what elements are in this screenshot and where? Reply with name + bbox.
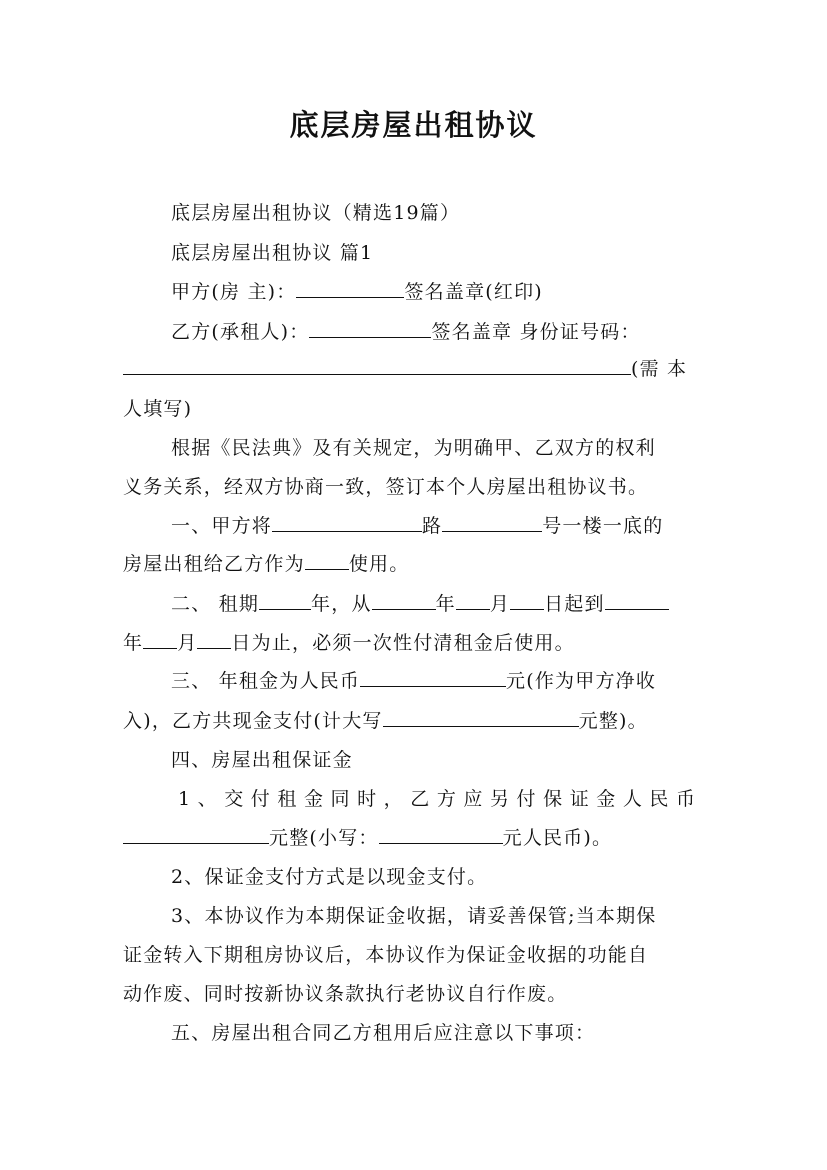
document-title: 底层房屋出租协议 <box>289 108 538 142</box>
blank-field[interactable] <box>605 608 669 610</box>
text: 二、 租期 <box>171 593 260 615</box>
text: 月 <box>177 632 198 654</box>
clause-1-line <box>171 511 663 538</box>
text: 年 <box>123 632 144 654</box>
text: (需 本 <box>631 358 688 380</box>
text: 使用。 <box>348 553 410 575</box>
text: 年 <box>435 593 456 615</box>
blank-field[interactable] <box>272 530 422 532</box>
text: 证金转入下期租房协议后，本协议作为保证金收据的功能自 <box>123 944 649 966</box>
blank-field[interactable] <box>197 647 231 649</box>
text: 3、本协议作为本期保证金收据，请妥善保管;当本期保 <box>171 905 657 927</box>
blank-field[interactable] <box>442 530 542 532</box>
text: 元(作为甲方净收 <box>506 670 657 692</box>
blank-field[interactable] <box>379 842 503 844</box>
clause-2-line <box>171 589 669 616</box>
text-line <box>123 394 192 421</box>
text: 人填写) <box>123 398 193 420</box>
text: 签名盖章 身份证号码： <box>431 321 641 343</box>
paragraph-line <box>123 472 648 499</box>
blank-field[interactable] <box>123 373 631 375</box>
blank-field[interactable] <box>510 608 544 610</box>
clause-2-line <box>123 628 575 655</box>
text: 房屋出租给乙方作为 <box>123 553 305 575</box>
text: 1、交付租金同时，乙方应另付保证金人民币 <box>178 788 700 810</box>
clause-1-line <box>123 549 409 576</box>
text: 义务关系，经双方协商一致，签订本个人房屋出租协议书。 <box>123 476 649 498</box>
clause-4-heading <box>171 745 353 772</box>
text: 一、甲方将 <box>171 515 273 537</box>
blank-field[interactable] <box>143 647 177 649</box>
paragraph-line <box>171 433 656 460</box>
party-b-line <box>171 317 641 344</box>
clause-4-item-3 <box>123 940 648 967</box>
blank-field[interactable] <box>456 608 490 610</box>
blank-field[interactable] <box>123 842 269 844</box>
text: 元整)。 <box>578 710 648 732</box>
text: 年，从 <box>311 593 372 615</box>
text: 动作废、同时按新协议条款执行老协议自行作废。 <box>123 983 568 1005</box>
text: 元整(小写： <box>269 827 379 849</box>
clause-5-heading <box>171 1018 595 1045</box>
blank-field[interactable] <box>372 608 436 610</box>
party-a-line <box>171 277 543 304</box>
blank-field[interactable] <box>305 568 349 570</box>
text: 三、 年租金为人民币 <box>171 670 361 692</box>
text: 五、房屋出租合同乙方租用后应注意以下事项： <box>171 1022 596 1044</box>
blank-field[interactable] <box>309 336 431 338</box>
text: 元人民币)。 <box>502 827 613 849</box>
text: 根据《民法典》及有关规定，为明确甲、乙双方的权利 <box>171 437 656 459</box>
clause-4-item-3 <box>123 979 567 1006</box>
text: 签名盖章(红印) <box>404 281 543 303</box>
clause-4-item-1-amount <box>123 823 612 850</box>
text: 日为止，必须一次性付清租金后使用。 <box>231 632 575 654</box>
text: 底层房屋出租协议 篇1 <box>171 242 374 264</box>
text: 路 <box>422 515 443 537</box>
clause-3-line <box>123 706 648 733</box>
text: 月 <box>489 593 511 615</box>
blank-field[interactable] <box>296 296 404 298</box>
text: 甲方(房 主)： <box>171 281 297 303</box>
blank-field[interactable] <box>383 725 579 727</box>
subtitle-line <box>171 198 460 225</box>
clause-4-item-3 <box>171 901 657 928</box>
id-number-line <box>123 354 687 381</box>
text: 乙方(承租人)： <box>171 321 310 343</box>
text: 四、房屋出租保证金 <box>171 749 353 771</box>
blank-field[interactable] <box>259 608 311 610</box>
text: 号一楼一底的 <box>542 515 664 537</box>
text: 日起到 <box>544 593 605 615</box>
section-heading <box>171 238 373 265</box>
text: 入)，乙方共现金支付(计大写 <box>123 710 383 732</box>
clause-3-line <box>171 666 656 693</box>
clause-4-item-1 <box>178 784 700 811</box>
clause-4-item-2 <box>171 862 487 889</box>
text: 2、保证金支付方式是以现金支付。 <box>171 866 488 888</box>
text: 底层房屋出租协议（精选19篇） <box>171 202 461 224</box>
blank-field[interactable] <box>360 685 506 687</box>
